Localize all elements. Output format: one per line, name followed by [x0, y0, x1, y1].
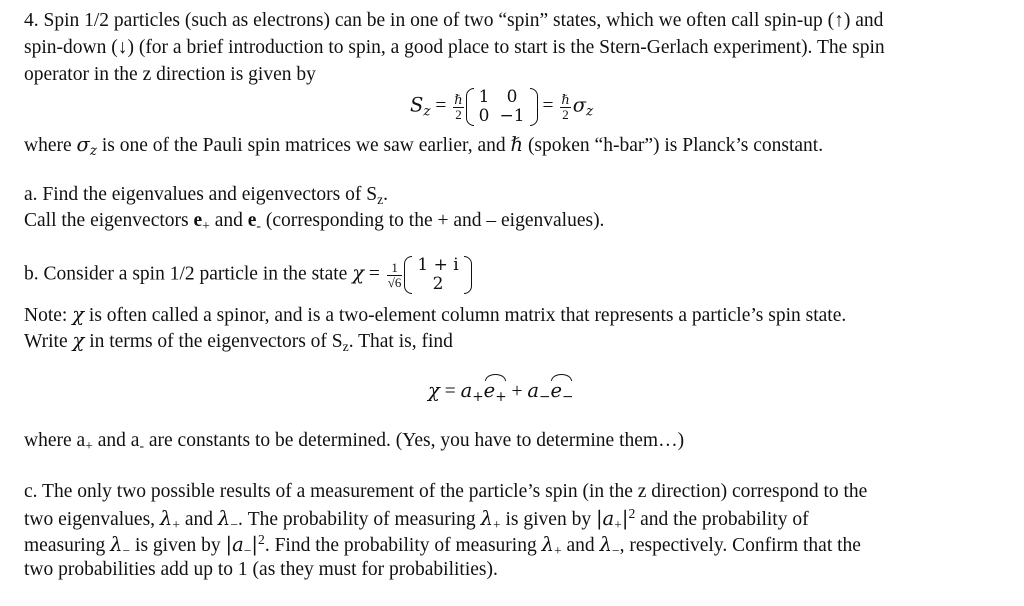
text: b. Consider a spin 1/2 particle in the state: [24, 263, 353, 285]
lambda-symbol: λ: [480, 506, 493, 530]
lambda-symbol: λ: [541, 532, 554, 556]
one-over-root-six: [387, 261, 403, 289]
part-c-line-4: [24, 557, 498, 582]
abs-close: |: [251, 532, 258, 556]
frac-den: 2: [562, 106, 569, 122]
matrix-cell: 0: [478, 106, 490, 126]
subscript: +: [472, 389, 484, 406]
frac-num: 1: [387, 261, 403, 276]
subscript: +: [85, 438, 93, 454]
text: Write: [24, 331, 73, 352]
text: and a: [92, 430, 140, 451]
part-b-line-1: [24, 256, 472, 294]
sz-subscript: z: [423, 103, 431, 120]
vector-cell: 2: [432, 274, 444, 294]
text: is given by: [500, 508, 596, 530]
abs-close: |: [621, 506, 629, 530]
text: , respectively. Confirm that the: [619, 534, 861, 556]
chi-symbol: χ: [428, 379, 440, 402]
subscript: +: [553, 542, 562, 558]
text: . The probability of measuring: [237, 508, 481, 530]
subscript: +: [614, 516, 622, 532]
intro-text-1: 4. Spin 1/2 particles (such as electrons) can be in one of two “spin” states, which we often call spin-up (↑) and: [24, 10, 884, 31]
lambda-symbol: λ: [599, 532, 612, 556]
subscript: −: [562, 389, 574, 406]
text: is one of the Pauli spin matrices we saw earlier, and: [97, 135, 511, 156]
e-minus: e: [247, 210, 257, 231]
text: (corresponding to the + and – eigenvalues).: [260, 210, 605, 231]
intro-line-3: [24, 62, 316, 87]
hbar-symbol: ℏ: [510, 133, 524, 156]
subscript: z: [377, 192, 384, 208]
text: measuring: [24, 534, 111, 556]
equals-sign-2: =: [542, 95, 554, 117]
subscript: −: [230, 516, 238, 532]
intro-text-2: spin-down (↓) (for a brief introduction to spin, a good place to start is the Stern-Gerlach experiment). The spin: [24, 37, 885, 58]
expansion-equation: [428, 378, 573, 407]
e-plus: e: [193, 210, 203, 231]
part-b-where: [24, 428, 684, 455]
subscript: z: [342, 339, 349, 355]
text: and the probability of: [635, 508, 809, 530]
text: two eigenvalues,: [24, 508, 160, 530]
state-vector: [404, 256, 471, 294]
pauli-z-matrix: [466, 88, 538, 126]
subscript: -: [256, 218, 261, 234]
part-a-line-2: [24, 208, 604, 235]
frac-num: ℏ: [454, 91, 463, 107]
part-c-line-1: [24, 479, 867, 504]
a-minus: a: [527, 379, 540, 402]
text: is often called a spinor, and is a two-element column matrix that represents a particle’s spin state.: [84, 305, 847, 326]
equals-sign: =: [435, 95, 447, 117]
frac-den: √6: [387, 274, 402, 290]
abs-open: |a: [595, 506, 615, 530]
sigma-subscript: z: [586, 103, 594, 120]
superscript: 2: [628, 506, 636, 521]
lambda-symbol: λ: [110, 532, 123, 556]
chi-symbol: χ: [72, 329, 85, 352]
matrix-cell: 0: [506, 87, 518, 107]
part-c-line-3: [24, 531, 861, 560]
sigma-symbol: σ: [76, 133, 90, 156]
matrix-cell: 1: [478, 87, 490, 107]
text: Call the eigenvectors: [24, 210, 194, 231]
matrix-cell: −1: [499, 106, 525, 126]
equals-sign: =: [368, 263, 380, 285]
lambda-symbol: λ: [217, 506, 231, 530]
chi-symbol: χ: [72, 303, 85, 326]
text: in terms of the eigenvectors of S: [84, 331, 343, 352]
part-a-line-1: [24, 182, 388, 209]
frac-num: ℏ: [561, 91, 570, 107]
part-b-write: [24, 328, 453, 356]
intro-text-3: operator in the z direction is given by: [24, 64, 316, 85]
vector-cell: 1 + i: [417, 255, 459, 275]
plus-sign: +: [511, 381, 523, 402]
sz-equation: [410, 88, 593, 126]
text: . That is, find: [348, 331, 453, 352]
e-symbol: e: [483, 379, 496, 402]
subscript: -: [139, 438, 144, 454]
text: (spoken “h-bar”) is Planck’s constant.: [523, 135, 824, 156]
where-line: [24, 132, 823, 161]
e-symbol: e: [550, 379, 563, 402]
text: where a: [24, 430, 86, 451]
abs-open: |a: [225, 532, 244, 556]
text: Note:: [24, 305, 73, 326]
hbar-over-2: [453, 93, 463, 121]
text: and: [209, 210, 248, 231]
sz-symbol: S: [410, 93, 424, 117]
subscript: +: [172, 516, 180, 532]
text: is given by: [130, 534, 226, 556]
part-b-note: [24, 302, 846, 328]
subscript: +: [492, 516, 501, 532]
subscript: +: [495, 389, 507, 406]
subscript: z: [89, 143, 98, 160]
chi-symbol: χ: [352, 261, 365, 285]
intro-line-1: [24, 8, 883, 33]
sigma-symbol: σ: [572, 93, 586, 117]
subscript: −: [122, 542, 131, 558]
a-plus: a: [460, 379, 473, 402]
e-minus-hat: [550, 378, 573, 407]
frac-den: 2: [455, 106, 462, 122]
text: .: [383, 184, 389, 205]
text: and: [561, 534, 600, 556]
intro-line-2: [24, 35, 885, 60]
lambda-symbol: λ: [159, 506, 173, 530]
text: . Find the probability of measuring: [264, 534, 542, 556]
text: two probabilities add up to 1 (as they must for probabilities).: [24, 559, 498, 580]
hbar-over-2-b: [560, 93, 570, 121]
text: where: [24, 135, 77, 156]
subscript: +: [202, 218, 210, 234]
equals-sign: =: [444, 381, 456, 402]
subscript: −: [539, 389, 551, 406]
subscript: −: [611, 542, 620, 558]
e-plus-hat: [484, 378, 507, 407]
text: a. Find the eigenvalues and eigenvectors of S: [24, 184, 378, 205]
part-c-line-2: [24, 505, 809, 534]
subscript: −: [243, 542, 252, 558]
text: c. The only two possible results of a measurement of the particle’s spin (in the z direction) correspond to the: [24, 481, 868, 502]
text: and: [179, 508, 218, 530]
superscript: 2: [258, 532, 265, 547]
text: are constants to be determined. (Yes, you have to determine them…): [143, 430, 685, 451]
